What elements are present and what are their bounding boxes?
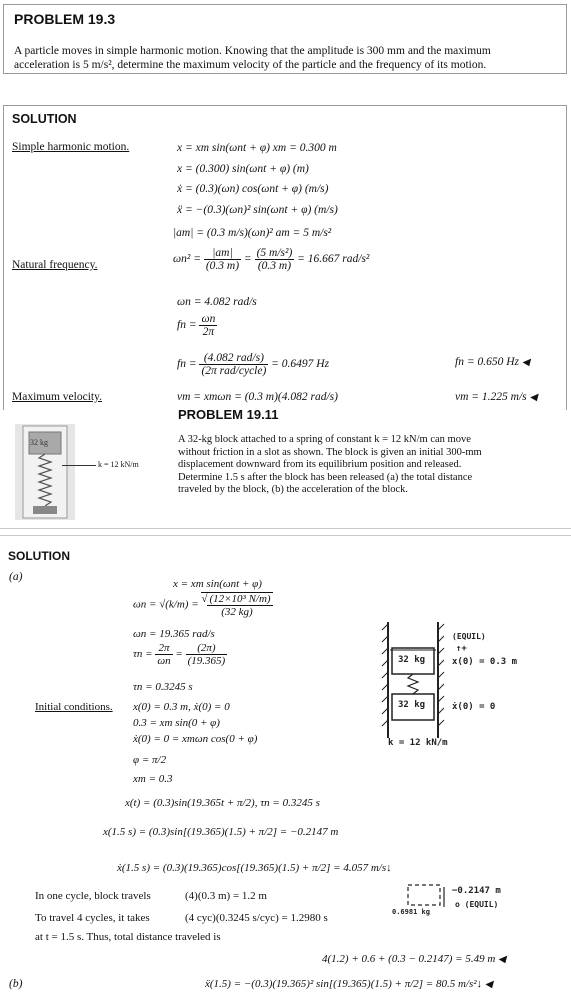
label-simple-harmonic-motion: Simple harmonic motion. [12, 141, 130, 153]
eq9-rhs: = 0.6497 Hz [271, 358, 330, 371]
eq-xdot-at-1-5: ẋ(1.5 s) = (0.3)(19.365)cos[(19.365)(1.5) + π/2] = 4.057 m/s↓ [117, 862, 392, 874]
eq6-rhs: = 16.667 rad/s² [297, 253, 370, 266]
sketch-neg-displacement: −0.2147 m [452, 886, 501, 896]
text-total-distance-intro: at t = 1.5 s. Thus, total distance traveled is [35, 931, 221, 943]
sketch-equil-zero: o (EQUIL) [455, 900, 499, 909]
equation-omega-squared: ωn² = $\frac{|am|}{(0.3 m)}$ = $\frac{\text{(5 m/s²)}}{(0.3 m)}$ = 16.667 rad/s² [173, 247, 370, 272]
eq8-fraction [199, 313, 217, 338]
eq9-lhs: fn = [177, 358, 197, 371]
s4-f2-num: (2π) [186, 642, 228, 655]
eq-tau-value: τn = 0.3245 s [133, 681, 193, 693]
eq6-f1-num: |am| [204, 247, 241, 260]
sketch-small-svg [398, 883, 450, 909]
eq-xm: xm = 0.3 [133, 773, 173, 785]
sketch-mass-lower: 32 kg [398, 700, 426, 710]
s2-num: (12×10³ N/m) [209, 593, 271, 605]
sketch-svg [380, 620, 450, 745]
eq8-lhs: fn = [177, 319, 197, 332]
sketch-equil-label: (EQUIL) [452, 632, 486, 641]
answer-velocity [455, 391, 537, 403]
eq-omega-n: ωn = √(k/m) = √ (12×10³ N/m) (32 kg) [133, 593, 271, 618]
statement-line: A 32-kg block attached to a spring of constant k = 12 kN/m can move [178, 434, 471, 445]
equation-x-numeric: x = (0.300) sin(ωnt + φ) (m) [177, 163, 309, 175]
text-four-cycles-value: (4 cyc)(0.3245 s/cyc) = 1.2980 s [185, 912, 328, 924]
eq6-fraction-2 [255, 247, 295, 272]
sketch-note: 0.6981 kg [392, 908, 430, 916]
answer-total-distance [322, 953, 506, 965]
eq8-num: ωn [201, 313, 216, 325]
answer-marker-icon: ◀ [521, 357, 530, 368]
eq9-num: (4.082 rad/s) [199, 352, 268, 365]
figure-spring-leader [62, 465, 96, 466]
answer-frequency-text: fn = 0.650 Hz [455, 356, 519, 368]
answer-total-distance-text: 4(1.2) + 0.6 + (0.3 − 0.2147) = 5.49 m [322, 953, 496, 965]
label-maximum-velocity: Maximum velocity. [12, 391, 102, 403]
s4-fraction-2 [186, 642, 228, 667]
problem-19-3-title: PROBLEM 19.3 [14, 11, 116, 27]
s2-den: (32 kg) [221, 606, 253, 618]
eq6-lhs: ωn² = [173, 253, 201, 266]
sketch-mass-upper: 32 kg [398, 655, 426, 665]
s4-f1-den: ωn [157, 655, 171, 667]
eq-xm-sin: 0.3 = xm sin(0 + φ) [133, 717, 220, 729]
eq-phi: φ = π/2 [133, 754, 167, 766]
s4-f1-num: 2π [155, 642, 172, 655]
equation-vmax: vm = xmωn = (0.3 m)(4.082 rad/s) [177, 391, 338, 403]
eq-x-at-1-5: x(1.5 s) = (0.3)sin[(19.365)(1.5) + π/2] = −0.2147 m [103, 826, 339, 838]
eq-tau: τn = $\frac{2\pi}{\omega n}$ = $\frac{(2\pi)}{(19.365)}$ [133, 642, 226, 667]
problem-19-3-header-box [3, 4, 567, 74]
s4-f2-den: (19.365) [187, 655, 226, 667]
sketch-xdot0: ẋ(0) = 0 [452, 702, 496, 712]
s2-fraction: √ (12×10³ N/m) (32 kg) [201, 593, 271, 618]
equation-xddot: ẍ = −(0.3)(ωn)² sin(ωnt + φ) (m/s) [177, 204, 338, 216]
solution-19-11-title: SOLUTION [8, 549, 70, 563]
sketch-x0: x(0) = 0.3 m [452, 657, 518, 667]
equation-am: |am| = (0.3 m/s)(ωn)² am = 5 m/s² [173, 227, 332, 239]
eq6-fraction-1 [204, 247, 241, 272]
s2-root1: √(k/m) [159, 598, 189, 611]
figure-block-label: 32 kg [30, 438, 48, 447]
figure-spring-label: k = 12 kN/m [98, 460, 139, 469]
equation-xdot: ẋ = (0.3)(ωn) cos(ωnt + φ) (m/s) [177, 183, 329, 195]
equation-x: x = xm sin(ωnt + φ) xm = 0.300 m [177, 142, 337, 154]
problem-19-11-title: PROBLEM 19.11 [178, 407, 279, 422]
part-b-label: (b) [9, 978, 23, 990]
statement-line: Determine 1.5 s after the block has been released (a) the total distance [178, 471, 473, 483]
problem-19-11-statement [178, 434, 568, 497]
answer-velocity-text: vm = 1.225 m/s [455, 391, 527, 403]
statement-line: without friction in a slot as shown. The block is given an initial 300-mm [178, 446, 482, 458]
text-four-cycles: To travel 4 cycles, it takes [35, 912, 150, 924]
equation-omega-n: ωn = 4.082 rad/s [177, 296, 257, 308]
label-initial-conditions: Initial conditions. [35, 701, 113, 713]
answer-acceleration [205, 978, 493, 990]
s4-lhs: τn = [133, 648, 153, 661]
statement-line: displacement downward from its equilibrium position and released. [178, 459, 462, 471]
equation-fn-symbolic [177, 313, 217, 338]
equation-fn-numeric [177, 352, 329, 377]
answer-marker-icon: ◀ [529, 392, 538, 403]
eq9-den: (2π rad/cycle) [201, 365, 267, 377]
sketch-plus-arrow: ↑+ [456, 644, 467, 654]
label-natural-frequency: Natural frequency. [12, 259, 98, 271]
solution-title: SOLUTION [12, 112, 77, 126]
handwritten-sketch-small [398, 883, 450, 909]
text-one-cycle: In one cycle, block travels [35, 890, 151, 902]
eq9-fraction [199, 352, 268, 377]
handwritten-sketch [380, 620, 450, 745]
eq-initial: x(0) = 0.3 m, ẋ(0) = 0 [133, 701, 230, 713]
eq-omega-n-value: ωn = 19.365 rad/s [133, 628, 215, 640]
problem-19-3-statement-line1: A particle moves in simple harmonic motion. Knowing that the amplitude is 300 mm and the maximum [14, 45, 491, 57]
s4-fraction-1 [155, 642, 172, 667]
eq6-f1-den: (0.3 m) [205, 260, 240, 272]
text-one-cycle-value: (4)(0.3 m) = 1.2 m [185, 890, 267, 902]
part-a-label: (a) [9, 571, 23, 583]
eq8-den: 2π [202, 326, 215, 338]
divider-line [0, 535, 571, 536]
sketch-k: k = 12 kN/m [388, 738, 448, 748]
statement-line: traveled by the block, (b) the acceleration of the block. [178, 484, 409, 496]
divider-line [0, 528, 571, 529]
eq-x-of-t: x(t) = (0.3)sin(19.365t + π/2), τn = 0.3245 s [125, 797, 320, 809]
answer-marker-icon: ◀ [484, 979, 493, 990]
eq6-f2-num: (5 m/s²) [256, 247, 293, 259]
answer-marker-icon: ◀ [498, 954, 506, 965]
answer-frequency [455, 356, 530, 368]
answer-acceleration-text: ẍ(1.5) = −(0.3)(19.365)² sin[(19.365)(1.5) + π/2] = 80.5 m/s²↓ [205, 978, 483, 990]
eq-xdot-zero: ẋ(0) = 0 = xmωn cos(0 + φ) [133, 733, 258, 745]
eq6-f2-den: (0.3 m) [257, 260, 292, 272]
s2-lhs: ωn = [133, 598, 157, 611]
eq-x-general: x = xm sin(ωnt + φ) [173, 578, 262, 590]
problem-19-3-statement-line2: acceleration is 5 m/s², determine the maximum velocity of the particle and the frequency of its motion. [14, 59, 487, 71]
